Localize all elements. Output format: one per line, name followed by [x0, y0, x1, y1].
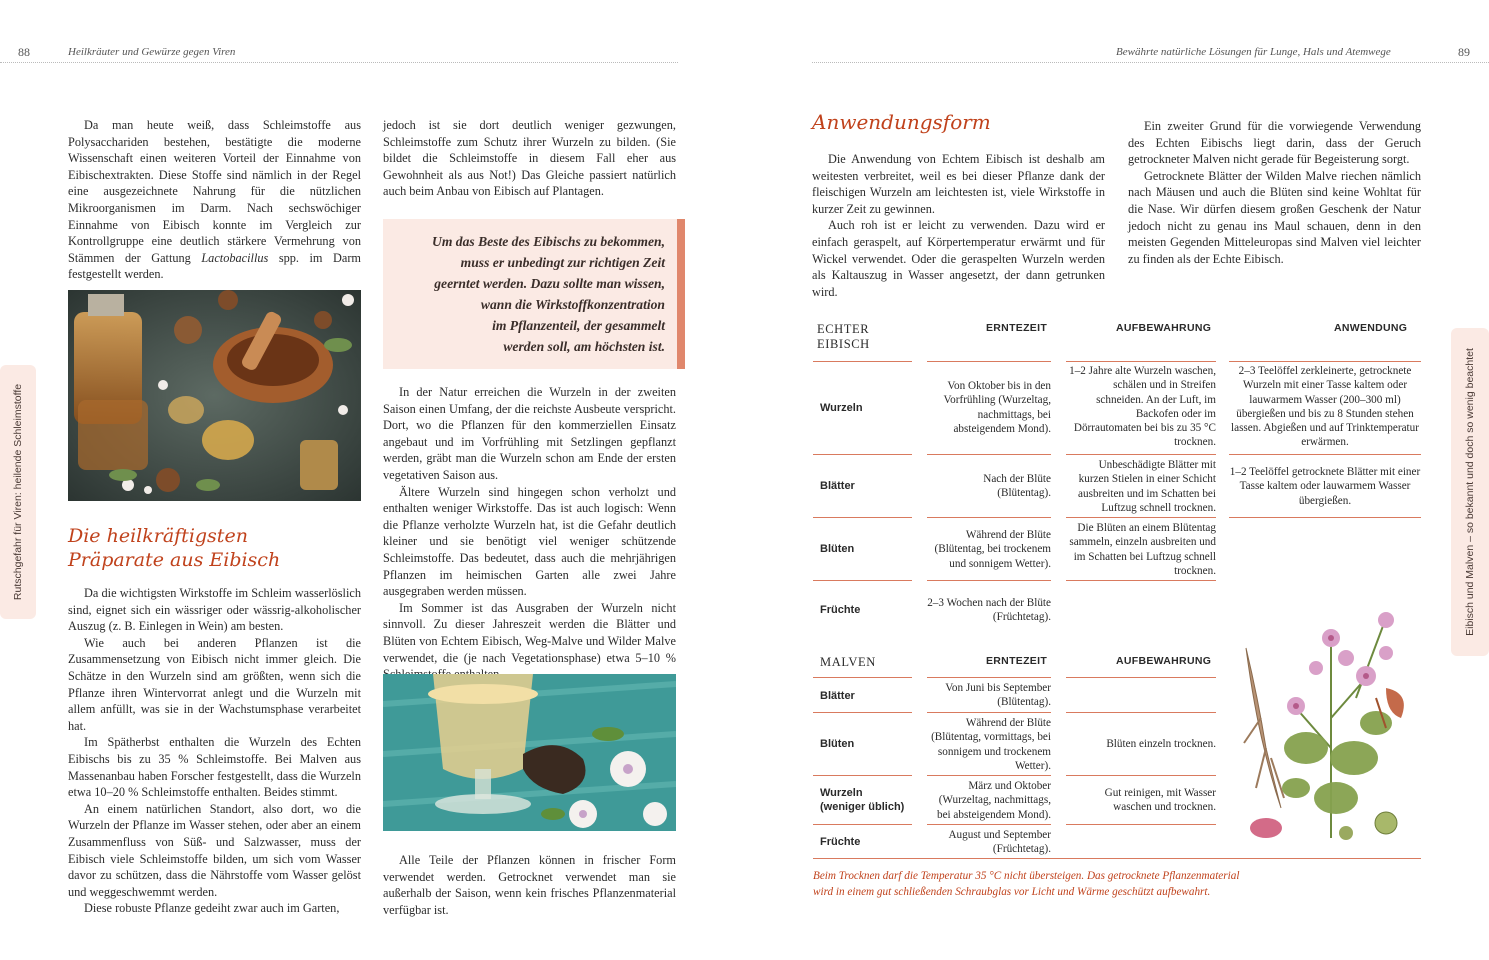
table-title-malven: MALVEN — [820, 655, 876, 669]
cell-ernte: Von Oktober bis in den Vorfrühling (Wurzeltag, nachmittags, bei absteigendem Mond). — [943, 380, 1051, 435]
cell-aufbewahrung: Unbeschädigte Blätter mit kurzen Stielen in einer Schicht ausbreiten und im Schatten bei Luftzug schnell trocknen. — [1078, 459, 1216, 514]
table-rule — [927, 517, 1051, 518]
heading-line: Die heilkräftigsten — [68, 525, 248, 547]
pull-quote — [383, 219, 685, 369]
table-rule — [1066, 775, 1216, 776]
side-tab-right-label: Eibisch und Malven – so bekannt und doch so wenig beachtet — [1464, 348, 1476, 636]
header-rule-left — [0, 62, 678, 63]
table-rule — [813, 361, 912, 362]
paragraph: Im Sommer ist das Ausgraben der Wurzeln nicht sinnvoll. Zu dieser Jahreszeit werden die Blätter und Blüten von Echtem Eibisch, Weg-Malve und Wilder Malve verwendet, die (je nach Vegetationsphase) etwa 5–10 % — [383, 600, 676, 665]
table-rule — [1066, 580, 1216, 581]
quote-line: werden soll, am höchsten ist. — [503, 339, 665, 354]
cell-ernte: Nach der Blüte (Blütentag). — [983, 473, 1051, 500]
table-footnote: Beim Trocknen darf die Temperatur 35 °C nicht übersteigen. Das getrocknete Pflanzenmaterial wird in einem gut schließenden Schraubglas vor Licht und Wärme geschützt aufbewahrt. — [813, 870, 1240, 898]
left-col2-mid — [383, 384, 676, 683]
page-number-right: 89 — [1458, 45, 1470, 59]
section-heading-preparations — [68, 524, 280, 572]
cell-ernte: Während der Blüte (Blütentag, vormittags, bei sonnigem und trockenem Wetter). — [931, 717, 1051, 772]
table-rule — [813, 454, 912, 455]
table-rule — [927, 580, 1051, 581]
paragraph: jedoch ist sie dort deutlich weniger gezwungen, Schleimstoffe zum Schutz ihrer Wurzeln zu bilden. (Sie bildet die Schleimstoffe in diesem Fall eher aus Gewohnheit als aus Not!) Das Gleiche passiert natürlich auch beim Anbau von Eibisch auf Plantagen. — [383, 118, 676, 199]
left-col2-top — [383, 117, 676, 200]
cell-anwendung: 1–2 Teelöffel getrocknete Blätter mit einer Tasse kaltem oder lauwarmem Wasser übergießen. — [1229, 466, 1421, 507]
quote-line: wann die Wirkstoffkonzentration — [480, 297, 665, 312]
paragraph: Wie auch bei anderen Pflanzen ist die Zusammensetzung von Eibisch nicht immer gleich. Die Schätze in den Wurzeln sind am größten, wenn sich die Pflanze ihren Wintervorrat anlegt und die Wurzeln mit allem anfüllt, was sie in der Wachstumsphase verarbeitet hat. — [68, 635, 361, 733]
table-rule — [1229, 361, 1421, 362]
table-rule — [927, 712, 1051, 713]
table-rule — [1066, 454, 1216, 455]
paragraph: Im Spätherbst enthalten die Wurzeln des Echten Eibischs bis zu 35 % Schleimstoffe. Bei Malven aus Massenanbau haben Forscher festgestellt, dass die Wurzeln etwa 10–20 % Schleimstoffe enthalten. Beides stimmt. — [68, 735, 361, 800]
quote-line: Um das Beste des Eibischs zu bekommen, — [432, 234, 665, 249]
table-title-eibisch: ECHTER EIBISCH — [817, 322, 870, 351]
row-label-fruechte: Früchte — [820, 604, 861, 616]
quote-line: muss er unbedingt zur richtigen Zeit — [460, 255, 665, 270]
paragraph: In der Natur erreichen die Wurzeln in der zweiten Saison einen Umfang, der die reichste Ausbeute verspricht. Dort, wo die Pflanzen für den kommerziellen Einsatz angebaut und im Vorfrühling mit Setzlingen gepflanzt werden, gräbt man die Wurzeln schon am Ende der ersten vegetativen Saison aus. — [383, 385, 676, 482]
table-rule — [927, 454, 1051, 455]
table-rule — [1066, 517, 1216, 518]
heading-line: Präparate aus Eibisch — [68, 549, 281, 571]
table-rule — [927, 361, 1051, 362]
table-rule — [927, 677, 1051, 678]
cell-ernte: Von Juni bis September (Blütentag). — [945, 682, 1051, 709]
page-number-left: 88 — [18, 45, 30, 59]
table-rule — [813, 712, 912, 713]
left-col1-top — [68, 117, 361, 283]
table-rule — [813, 517, 912, 518]
cell-ernte: Während der Blüte (Blütentag, bei trockenem und sonnigem Wetter). — [934, 529, 1051, 570]
header-rule-right — [812, 62, 1489, 63]
paragraph: Getrocknete Blätter der Wilden Malve riechen nämlich nach Mäusen und auch die Blüten sind keine Wohltat für die Nase. Wir dürfen diesem großen Geschenk der Natur jedoch nicht zu genau ins Maul schauen, denn in den meisten Gegenden Mitteleuropas sind Malven viel leichter zu finden als der Echte Eibisch. — [1128, 168, 1421, 266]
quote-line: im Pflanzenteil, der gesammelt — [492, 318, 665, 333]
row-label-blaetter: Blätter — [820, 480, 855, 492]
table-rule — [927, 775, 1051, 776]
cell-ernte: März und Oktober (Wurzeltag, nachmittags, bei absteigendem Mond). — [936, 780, 1051, 821]
row-label-fruechte: Früchte — [820, 836, 861, 848]
row-label-blaetter: Blätter — [820, 690, 855, 702]
right-col2 — [1128, 118, 1421, 267]
table-rule — [1066, 712, 1216, 713]
tea-glass-photo — [383, 674, 676, 831]
col-header-aufbewahrung: AUFBEWAHRUNG — [1116, 655, 1212, 667]
paragraph: Ältere Wurzeln sind hingegen schon verholzt und enthalten weniger Wirkstoffe. Das ist auch logisch: Wenn die Pflanze verholzte Wurzeln hat, ist die Gefahr deutlich kleiner und sie benötigt viel weniger schützende Schleimstoffe. Das bedeutet, dass auch die mehrjährigen Pflanzen im heimischen Garten alle zwei Jahre ausgegraben werden müssen. — [383, 484, 676, 599]
left-col1-bottom — [68, 585, 361, 917]
paragraph: Diese robuste Pflanze gedeiht zwar auch im Garten, — [84, 901, 340, 916]
paragraph: An einem natürlichen Standort, also dort, wo die Wurzeln der Pflanze im Wasser stehen, oder aber an einem Zusammenfluss von Süß- und Salzwasser, muss der Eibisch viele Schleimstoffe bilden, um sich vom Wasser davor zu schützen, dass die Nährstoffe vom Wasser gelöst und weggeschwemmt werden. — [68, 801, 361, 899]
running-title-right: Bewährte natürliche Lösungen für Lunge, Hals und Atemwege — [1116, 46, 1391, 58]
cell-aufbewahrung: Blüten einzeln trocknen. — [1106, 738, 1216, 750]
col-header-erntezeit: ERNTEZEIT — [986, 322, 1048, 334]
side-tab-left — [0, 365, 36, 619]
table-rule — [1066, 824, 1216, 825]
mallow-botanical-illustration — [1236, 598, 1422, 844]
table-rule — [1229, 454, 1421, 455]
row-label-wurzeln: Wurzeln — [820, 402, 863, 414]
paragraph: Da man heute weiß, dass Schleimstoffe aus Polysacchariden bestehen, bestätigte die moderne Wissenschaft einen weiteren Vorteil der Einnahme von Eibischextrakten. Diese Stoffe sind nämlich in der Regel eine ausgezeichnete Nahrung für die nützlichen Mikroorganismen im Darm. Nach sechswöchiger Einnahme von Eibisch konnte im Vergleich zur Kontrollgruppe eine deutlich stärkere Vermehrung von Stämmen der Gattung Lactobacillus spp. im Darm festgestellt werden. — [68, 118, 361, 282]
col-header-erntezeit: ERNTEZEIT — [986, 655, 1048, 667]
table-bottom-rule — [813, 858, 1421, 859]
cell-ernte: 2–3 Wochen nach der Blüte (Früchtetag). — [927, 597, 1051, 624]
eibisch-preparations-photo — [68, 290, 361, 501]
cell-ernte: August und September (Früchtetag). — [948, 829, 1051, 856]
col-header-anwendung: ANWENDUNG — [1334, 322, 1408, 334]
table-rule — [813, 775, 912, 776]
table-rule — [813, 677, 912, 678]
cell-aufbewahrung: 1–2 Jahre alte Wurzeln waschen, schälen und in Streifen schneiden. An der Luft, im Backofen oder im Dörrautomaten bei bis zu 35 °C trocknen. — [1069, 365, 1216, 449]
cell-anwendung: 2–3 Teelöffel zerkleinerte, getrocknete Wurzeln mit einer Tasse kaltem oder lauwarmem Wasser (200–300 ml) übergießen und bis zu 8 Stunden stehen lassen. Abgießen und auf Trinktemperatur erwärmen. — [1231, 365, 1419, 449]
side-tab-right — [1451, 328, 1489, 656]
running-title-left: Heilkräuter und Gewürze gegen Viren — [68, 46, 236, 58]
quote-line: geerntet werden. Dazu sollte man wissen, — [434, 276, 665, 291]
table-rule — [1066, 677, 1216, 678]
paragraph: Da die wichtigsten Wirkstoffe im Schleim wasserlöslich sind, eignet sich ein wässriger oder wässrig-alkoholischer Auszug (z. B. Einlegen in Wein) am besten. — [68, 586, 361, 634]
paragraph: Alle Teile der Pflanzen können in frischer Form verwendet werden. Getrocknet verwendet man sie außerhalb der Saison, wenn kein frisches Pflanzenmaterial verfügbar ist. — [383, 853, 676, 917]
table-rule — [1066, 361, 1216, 362]
col-header-aufbewahrung: AUFBEWAHRUNG — [1116, 322, 1212, 334]
table-rule — [927, 824, 1051, 825]
row-label-wurzeln: Wurzeln (weniger üblich) — [820, 787, 905, 813]
cell-aufbewahrung: Die Blüten an einem Blütentag sammeln, einzeln ausbreiten und im Schatten bei Luftzug schnell trocknen. — [1069, 522, 1216, 577]
right-col1 — [812, 151, 1105, 300]
side-tab-left-label: Rutschgefahr für Viren: heilende Schleimstoffe — [12, 383, 24, 601]
paragraph: Auch roh ist er leicht zu verwenden. Dazu wird er einfach geraspelt, auf Körpertemperatur erwärmt und für Wickel verwendet. Oder die geraspelten Wurzeln werden als Kaltauszug in Wasser angesetzt, der dann getrunken wird. — [812, 218, 1105, 299]
left-col2-bottom — [383, 852, 676, 918]
paragraph: Ein zweiter Grund für die vorwiegende Verwendung des Echten Eibischs liegt darin, dass der Geruch getrockneter Malven nicht gerade für Begeisterung sorgt. — [1128, 119, 1421, 167]
section-heading-anwendungsform: Anwendungsform — [812, 110, 991, 134]
table-rule — [813, 580, 912, 581]
cell-aufbewahrung: Gut reinigen, mit Wasser waschen und trocknen. — [1104, 787, 1216, 814]
table-rule — [813, 824, 912, 825]
row-label-blueten: Blüten — [820, 738, 855, 750]
table-rule — [1229, 517, 1421, 518]
paragraph: Die Anwendung von Echtem Eibisch ist deshalb am weitesten verbreitet, weil es bei dieser Pflanze dank der fleischigen Wurzeln am leichtesten ist, viele Wirkstoffe in kurzer Zeit zu gewinnen. — [812, 152, 1105, 216]
row-label-blueten: Blüten — [820, 543, 855, 555]
